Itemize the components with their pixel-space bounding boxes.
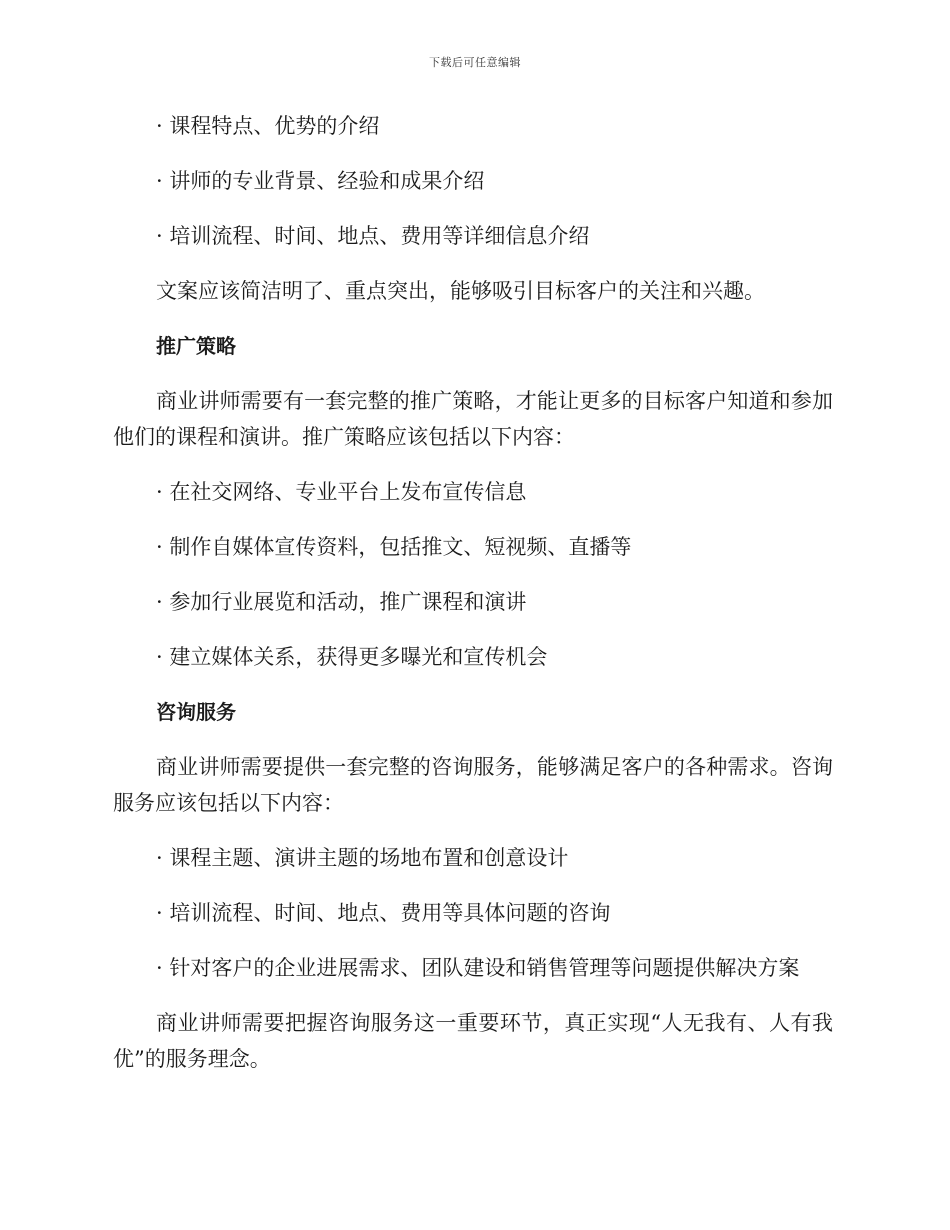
paragraph-copy-guidance: 文案应该简洁明了、重点突出，能够吸引目标客户的关注和兴趣。 [156, 279, 765, 303]
heading-promotion-strategy: 推广策略 [156, 334, 236, 358]
bullet-training-details: · 培训流程、时间、地点、费用等详细信息介绍 [156, 224, 590, 248]
document-body [113, 108, 833, 1096]
bullet-social-networks: · 在社交网络、专业平台上发布宣传信息 [156, 480, 527, 504]
heading-consulting-service: 咨询服务 [156, 700, 236, 724]
page-header-note: 下载后可任意编辑 [429, 56, 521, 69]
paragraph-consulting-intro: 商业讲师需要提供一套完整的咨询服务，能够满足客户的各种需求。咨询服务应该包括以下内容： [113, 755, 833, 815]
bullet-venue-design: · 课程主题、演讲主题的场地布置和创意设计 [156, 846, 569, 870]
bullet-course-features: · 课程特点、优势的介绍 [156, 114, 380, 138]
bullet-self-media: · 制作自媒体宣传资料，包括推文、短视频、直播等 [156, 535, 632, 559]
paragraph-promotion-intro: 商业讲师需要有一套完整的推广策略，才能让更多的目标客户知道和参加他们的课程和演讲。推广策略应该包括以下内容： [113, 389, 833, 449]
bullet-solutions: · 针对客户的企业进展需求、团队建设和销售管理等问题提供解决方案 [156, 956, 800, 980]
bullet-media-relations: · 建立媒体关系，获得更多曝光和宣传机会 [156, 645, 548, 669]
bullet-specific-consulting: · 培训流程、时间、地点、费用等具体问题的咨询 [156, 901, 611, 925]
bullet-lecturer-background: · 讲师的专业背景、经验和成果介绍 [156, 169, 485, 193]
bullet-industry-events: · 参加行业展览和活动，推广课程和演讲 [156, 590, 527, 614]
paragraph-consulting-closing: 商业讲师需要把握咨询服务这一重要环节，真正实现“人无我有、人有我优”的服务理念。 [113, 1011, 833, 1071]
